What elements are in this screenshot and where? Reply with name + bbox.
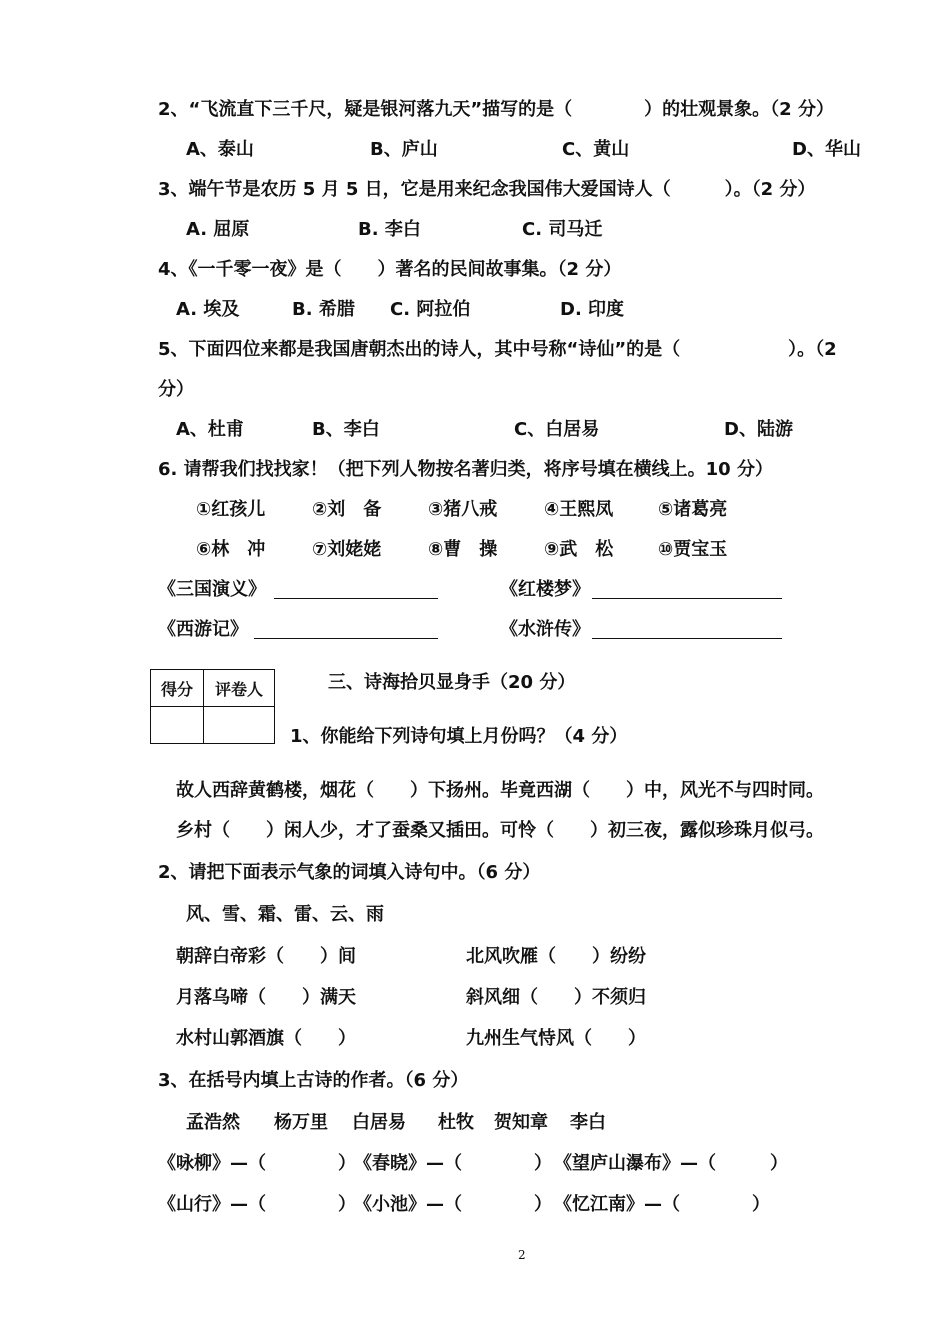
author-option: 孟浩然 [186,1112,240,1133]
s3-q2-words: 风、雪、霜、雷、云、雨 [186,904,384,925]
book-hongloumeng-blank[interactable] [592,598,782,599]
q5-text-line2: 分） [158,379,194,400]
s3-q3-text: 3、在括号内填上古诗的作者。（6 分） [158,1070,469,1091]
book-sanguo-blank[interactable] [274,598,438,599]
q6-character: ⑧曹 操 [428,539,498,560]
poem-author-item: 《春晓》—（ ） [354,1153,552,1174]
s3-q1-line2: 乡村（ ）闲人少，才了蚕桑又插田。可怜（ ）初三夜，露似珍珠月似弓。 [176,820,824,841]
q3-option-b: B. 李白 [358,219,421,240]
s3-q2-poem-line: 九州生气恃风（ ） [466,1028,646,1049]
grader-cell[interactable] [204,707,275,744]
q6-character: ⑥林 冲 [196,539,266,560]
poem-author-item: 《小池》—（ ） [354,1194,552,1215]
author-option: 杨万里 [274,1112,328,1133]
q6-character: ⑨武 松 [544,539,614,560]
book-xiyouji-label: 《西游记》 [158,619,248,640]
page-number: 2 [518,1248,526,1262]
book-sanguo-label: 《三国演义》 [158,579,266,600]
q2-option-d: D、华山 [792,139,861,160]
section3-title: 三、诗海拾贝显身手（20 分） [328,672,576,693]
q5-option-c: C、白居易 [514,419,600,440]
q5-option-b: B、李白 [312,419,380,440]
q2-option-c: C、黄山 [562,139,630,160]
s3-q2-text: 2、请把下面表示气象的词填入诗句中。（6 分） [158,862,541,883]
q5-option-a: A、杜甫 [176,419,244,440]
book-shuihu-blank[interactable] [592,638,782,639]
q2-option-a: A、泰山 [186,139,254,160]
q4-option-d: D. 印度 [560,299,625,320]
q6-text: 6. 请帮我们找找家！（把下列人物按名著归类，将序号填在横线上。10 分） [158,459,773,480]
q6-character: ⑦刘姥姥 [312,539,382,560]
q6-character: ③猪八戒 [428,499,498,520]
poem-author-item: 《忆江南》—（ ） [554,1194,770,1215]
author-option: 白居易 [352,1112,406,1133]
book-xiyouji-blank[interactable] [254,638,438,639]
q4-option-a: A. 埃及 [176,299,240,320]
grader-label: 评卷人 [204,670,275,707]
book-shuihu-label: 《水浒传》 [500,619,590,640]
q5-text-line1: 5、下面四位来都是我国唐朝杰出的诗人，其中号称“诗仙”的是（ ）。（2 [158,339,837,360]
book-hongloumeng-label: 《红楼梦》 [500,579,590,600]
q4-option-b: B. 希腊 [292,299,355,320]
q3-text: 3、端午节是农历 5 月 5 日，它是用来纪念我国伟大爱国诗人（ ）。（2 分） [158,179,816,200]
q6-character: ⑩贾宝玉 [658,539,728,560]
q6-character: ①红孩儿 [196,499,266,520]
q6-character: ②刘 备 [312,499,382,520]
q3-option-c: C. 司马迁 [522,219,603,240]
score-box [150,669,275,744]
poem-author-item: 《望庐山瀑布》—（ ） [554,1153,788,1174]
s3-q1-text: 1、你能给下列诗句填上月份吗？（4 分） [290,726,628,747]
s3-q1-line1: 故人西辞黄鹤楼，烟花（ ）下扬州。毕竟西湖（ ）中，风光不与四时同。 [176,780,824,801]
q6-character: ④王熙凤 [544,499,614,520]
q5-option-d: D、陆游 [724,419,793,440]
q6-character: ⑤诸葛亮 [658,499,728,520]
q2-option-b: B、庐山 [370,139,438,160]
score-cell[interactable] [151,707,204,744]
s3-q2-poem-line: 月落乌啼（ ）满天 [176,987,356,1008]
author-option: 贺知章 [494,1112,548,1133]
s3-q2-poem-line: 水村山郭酒旗（ ） [176,1028,356,1049]
author-option: 李白 [570,1112,606,1133]
poem-author-item: 《山行》—（ ） [158,1194,356,1215]
s3-q2-poem-line: 北风吹雁（ ）纷纷 [466,946,646,967]
poem-author-item: 《咏柳》—（ ） [158,1153,356,1174]
q4-text: 4、《一千零一夜》是（ ）著名的民间故事集。（2 分） [158,259,622,280]
author-option: 杜牧 [438,1112,474,1133]
s3-q2-poem-line: 斜风细（ ）不须归 [466,987,646,1008]
s3-q2-poem-line: 朝辞白帝彩（ ）间 [176,946,356,967]
q3-option-a: A. 屈原 [186,219,250,240]
q2-text: 2、“飞流直下三千尺，疑是银河落九天”描写的是（ ）的壮观景象。（2 分） [158,99,834,120]
score-label: 得分 [151,670,204,707]
q4-option-c: C. 阿拉伯 [390,299,471,320]
